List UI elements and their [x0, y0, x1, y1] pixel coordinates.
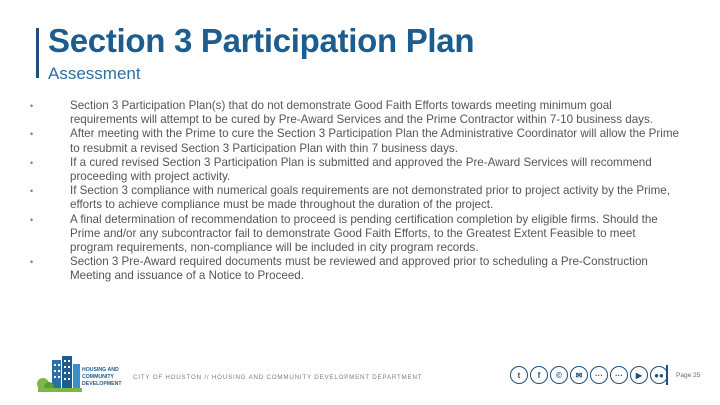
facebook-icon[interactable]: f [530, 366, 548, 384]
bullet-dot-icon: • [30, 257, 34, 268]
footer-department: CITY OF HOUSTON // HOUSING AND COMMUNITY DEVELOPMENT DEPARTMENT [133, 374, 423, 381]
bullet-item: • Section 3 Participation Plan(s) that do not demonstrate Good Faith Efforts towards meeting minimum goal requirements will attempt to be cured by Pre-Award Services and the Prime Contractor within 7-10 business days. [30, 99, 653, 127]
web-icon[interactable]: ··· [610, 366, 628, 384]
title-accent-bar [36, 28, 39, 78]
social-icons [510, 366, 668, 384]
svg-text:COMMUNITY: COMMUNITY [82, 374, 114, 380]
bullet-item: • A final determination of recommendation to proceed is pending certification completion by eligible firms. Should the Prime and/or any subcontractor fail to demonstrate Good Faith Efforts, to the Greatest Extent Feasible to meet program requirements, non-compliance will be included in city program records. [30, 212, 658, 255]
bullet-dot-icon: • [30, 129, 34, 140]
bullet-item: • Section 3 Pre-Award required documents must be reviewed and approved prior to scheduling a Pre-Construction Meeting and issuance of a Notice to Proceed. [30, 255, 648, 283]
youtube-icon[interactable]: ▶ [630, 366, 648, 384]
copyright-icon[interactable]: © [550, 366, 568, 384]
bullet-dot-icon: • [30, 214, 34, 225]
bullet-item: • If Section 3 compliance with numerical goals requirements are not demonstrated prior to project activity by the Prime, efforts to achieve compliance must be made throughout the duration of the project. [30, 184, 670, 212]
footer-divider [666, 365, 668, 385]
hcd-logo [34, 352, 130, 394]
bullet-item: • If a cured revised Section 3 Participation Plan is submitted and approved the Pre-Award Services will recommend proceeding with project activity. [30, 155, 652, 184]
flickr-icon[interactable]: ●● [650, 366, 668, 384]
svg-text:DEVELOPMENT: DEVELOPMENT [82, 381, 122, 387]
bullet-dot-icon: • [30, 157, 34, 168]
svg-text:HOUSING AND: HOUSING AND [82, 367, 119, 373]
page-number: Page 25 [676, 372, 701, 379]
email-icon[interactable]: ✉ [570, 366, 588, 384]
bullet-list [28, 99, 680, 284]
twitter-icon[interactable]: t [510, 366, 528, 384]
page-title: Section 3 Participation Plan [48, 22, 475, 59]
blog-icon[interactable]: ··· [590, 366, 608, 384]
bullet-dot-icon: • [30, 186, 34, 197]
page-subtitle: Assessment [48, 64, 141, 83]
bullet-item: • After meeting with the Prime to cure the Section 3 Participation Plan the Administrative Coordinator will allow the Prime to resubmit a revised Section 3 Participation Plan with thin 7 business days. [30, 127, 679, 155]
bullet-dot-icon: • [30, 101, 34, 111]
